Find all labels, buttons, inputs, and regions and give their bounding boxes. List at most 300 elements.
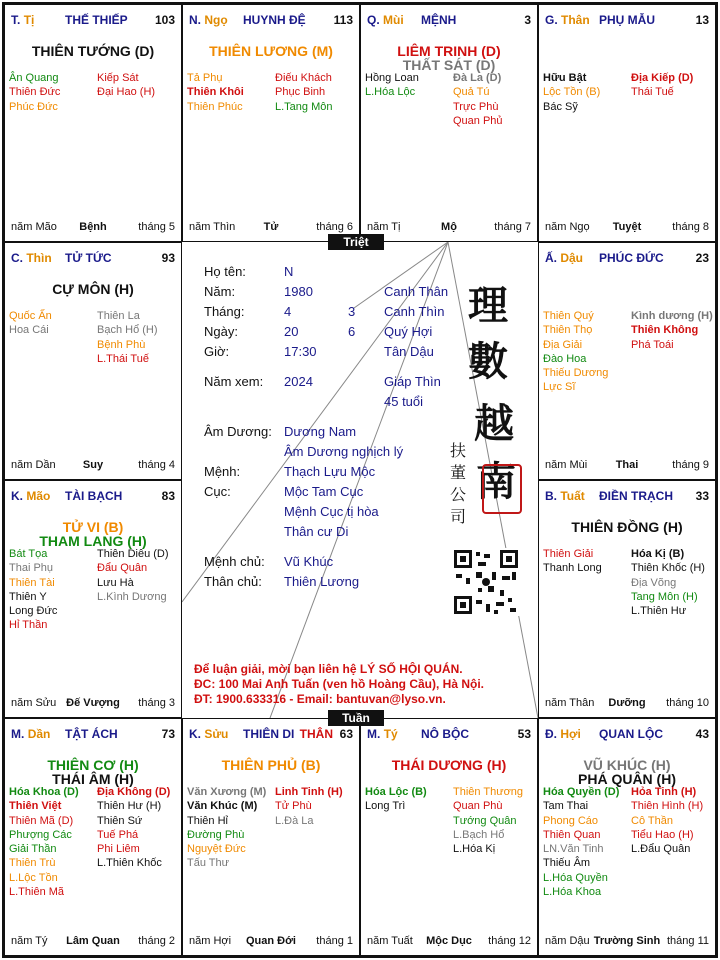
palace-name: PHÚC ĐỨC	[599, 251, 664, 265]
palace-cell-c8[interactable]	[538, 480, 716, 718]
minor-star: Giải Thần	[9, 843, 57, 856]
palace-header	[367, 13, 531, 27]
view-year-label: Năm xem:	[204, 374, 264, 389]
palace-cell-c1[interactable]	[4, 4, 182, 242]
cuc-note: Mệnh Cục tị hòa	[284, 504, 379, 519]
right-star-column	[631, 785, 703, 856]
minor-star: Hữu Bật	[543, 72, 587, 84]
palace-cell-c9[interactable]	[4, 718, 182, 956]
day-solar: 20	[284, 324, 299, 339]
branch-stem: Q.	[367, 13, 380, 27]
age-value: 45 tuổi	[384, 394, 424, 409]
life-stage: Thai	[615, 459, 639, 471]
minor-star: Thiên Thương	[453, 786, 524, 798]
branch-stem: K.	[189, 727, 201, 741]
year-label: Năm:	[204, 284, 236, 299]
amduong-value: Dương Nam	[284, 424, 357, 439]
minor-star: Thiên Phúc	[187, 100, 243, 113]
right-star-column	[453, 71, 503, 128]
contact-line-1: Để luận giải, mời bạn liên hệ LÝ SỐ HỘI QUÁN.	[194, 662, 463, 676]
palace-month: tháng 6	[316, 221, 353, 233]
branch-stem: G.	[545, 13, 558, 27]
menhchu-value: Vũ Khúc	[284, 554, 334, 569]
branch-name: Thân	[561, 13, 590, 27]
life-stage: Quan Đới	[246, 935, 296, 947]
right-star-column	[97, 547, 169, 604]
palace-footer	[545, 221, 709, 235]
palace-cell-c11[interactable]	[360, 718, 538, 956]
minor-star: L.Thiên Hư	[631, 605, 687, 618]
left-star-column	[543, 309, 608, 395]
minor-star: Hồng Loan	[365, 72, 419, 84]
palace-number: 93	[161, 251, 175, 265]
minor-star: Bạch Hổ (H)	[97, 324, 158, 337]
minor-star: Tuế Phá	[97, 828, 139, 841]
palace-number: 83	[161, 489, 175, 503]
palace-name: NÔ BỘC	[421, 727, 469, 741]
cuc-label: Cục:	[204, 484, 231, 499]
right-star-column	[631, 309, 713, 352]
minor-star: Thiên Khôi	[187, 86, 244, 99]
palace-number: 63	[339, 727, 353, 741]
minor-star: Hóa Kị (B)	[631, 548, 685, 560]
branch-stem: M.	[367, 727, 381, 741]
palace-number: 33	[695, 489, 709, 503]
calligraphy-char-4: 南	[476, 458, 516, 505]
palace-year: năm Thân	[545, 697, 595, 709]
minor-star: Địa Giải	[543, 338, 583, 351]
main-star: THIÊN LƯƠNG (M)	[209, 43, 333, 59]
palace-footer	[189, 221, 353, 235]
palace-number: 3	[524, 13, 531, 27]
palace-footer	[11, 935, 175, 949]
minor-star: Ân Quang	[9, 72, 59, 84]
menhchu-label: Mệnh chủ:	[204, 554, 265, 569]
red-seal-icon	[482, 464, 522, 514]
left-star-column	[543, 71, 600, 114]
left-star-column	[543, 547, 602, 576]
minor-star: L.Đẩu Quân	[631, 843, 691, 856]
minor-star: Tiểu Hao (H)	[631, 828, 694, 841]
palace-branch	[11, 727, 50, 741]
right-star-column	[275, 785, 343, 828]
palace-month: tháng 4	[138, 459, 175, 471]
contact-info	[194, 662, 484, 707]
minor-star: Địa Võng	[631, 576, 677, 589]
palace-name: TẬT ÁCH	[65, 727, 118, 741]
minor-star: Thiên Mã (D)	[9, 814, 74, 827]
left-star-column	[9, 785, 79, 899]
minor-star: Thiếu Âm	[543, 857, 591, 870]
left-star-column	[9, 309, 52, 338]
branch-name: Dậu	[560, 251, 584, 265]
main-star: THẤT SÁT (D)	[402, 57, 496, 73]
minor-star: Hỏa Tinh (H)	[631, 786, 697, 798]
minor-star: Tang Môn (H)	[631, 590, 698, 603]
minor-star: Phá Toái	[631, 338, 674, 351]
palace-year: năm Dần	[11, 459, 56, 471]
palace-year: năm Hợi	[189, 935, 232, 947]
palace-cell-c3[interactable]	[360, 4, 538, 242]
palace-cell-c10[interactable]	[182, 718, 360, 956]
left-star-column	[187, 71, 244, 114]
palace-branch	[545, 489, 585, 503]
palace-year: năm Mùi	[545, 459, 588, 471]
palace-year: năm Sửu	[11, 697, 57, 709]
right-star-column	[453, 785, 523, 856]
branch-name: Tị	[23, 13, 35, 27]
thanchu-label: Thân chủ:	[204, 574, 262, 589]
minor-star: Đường Phù	[187, 828, 245, 841]
palace-cell-c6[interactable]	[538, 242, 716, 480]
minor-star: Thiên Thọ	[543, 324, 593, 337]
palace-cell-c12[interactable]	[538, 718, 716, 956]
minor-star: Đại Hao (H)	[97, 86, 156, 99]
contact-line-3: ĐT: 1900.633316 - Email: bantuvan@lyso.vn.	[194, 692, 446, 706]
left-star-column	[365, 785, 427, 814]
palace-branch	[545, 251, 583, 265]
minor-star: L.Thiên Khốc	[97, 857, 162, 870]
minor-star: Thiên Diêu (D)	[97, 548, 169, 560]
minor-star: Thanh Long	[543, 562, 602, 575]
palace-cell-c7[interactable]	[4, 480, 182, 718]
minor-star: Đào Hoa	[543, 352, 587, 365]
palace-branch	[11, 489, 50, 503]
hour-label: Giờ:	[204, 344, 230, 359]
life-stage: Mộ	[441, 221, 457, 233]
palace-year: năm Tuất	[367, 935, 413, 947]
main-star: LIÊM TRINH (D)	[397, 43, 501, 59]
minor-star: Phong Cáo	[543, 814, 599, 827]
palace-header	[545, 727, 709, 741]
minor-star: Phục Binh	[275, 86, 326, 99]
minor-star: Quan Phủ	[453, 114, 503, 127]
palace-month: tháng 5	[138, 221, 175, 233]
minor-star: L.Đà La	[275, 814, 314, 827]
minor-star: Thiên Không	[631, 324, 699, 337]
month-label: Tháng:	[204, 304, 245, 319]
right-star-column	[631, 547, 705, 618]
center-info-panel	[182, 242, 538, 718]
branch-name: Ngọ	[204, 13, 228, 27]
palace-branch	[545, 727, 581, 741]
minor-star: Thiên Khốc (H)	[631, 562, 705, 575]
minor-star: Đà La (D)	[453, 72, 502, 84]
minor-star: Phúc Đức	[9, 100, 58, 113]
palace-number: 23	[695, 251, 709, 265]
minor-star: Kiếp Sát	[97, 72, 139, 84]
palace-name: TỬ TỨC	[65, 251, 112, 265]
palace-footer	[367, 221, 531, 235]
palace-year: năm Tý	[11, 935, 48, 947]
life-stage: Tuyệt	[612, 221, 642, 233]
branch-name: Mùi	[383, 13, 404, 27]
view-year-can: Giáp Thìn	[384, 374, 441, 389]
minor-star: Nguyệt Đức	[187, 843, 246, 856]
qr-code-icon[interactable]	[452, 548, 520, 616]
minor-star: L.Hóa Khoa	[543, 886, 602, 899]
minor-star: Thiên Quan	[543, 828, 601, 841]
day-lunar: 6	[348, 324, 356, 339]
palace-header	[11, 727, 175, 741]
minor-star: Phi Liêm	[97, 843, 140, 856]
palace-name: PHỤ MẪU	[599, 13, 655, 27]
left-star-column	[365, 71, 419, 100]
life-stage: Trường Sinh	[593, 935, 661, 947]
minor-star: Hóa Lộc (B)	[365, 786, 427, 798]
left-star-column	[9, 71, 60, 114]
life-stage: Bệnh	[79, 221, 107, 233]
right-star-column	[97, 71, 155, 100]
minor-star: Thiên Hư (H)	[97, 800, 162, 813]
calligraphy-char-2: 數	[468, 338, 508, 385]
than-cu: Thân cư Di	[284, 524, 349, 539]
palace-month: tháng 7	[494, 221, 531, 233]
palace-month: tháng 1	[316, 935, 353, 947]
right-star-column	[631, 71, 693, 100]
contact-line-2: ĐC: 100 Mai Anh Tuấn (ven hồ Hoàng Cầu), Hà Nội.	[194, 677, 485, 691]
main-star: CỰ MÔN (H)	[52, 281, 134, 297]
palace-month: tháng 12	[488, 935, 531, 947]
cuc-value: Mộc Tam Cục	[284, 484, 364, 499]
hour-value: 17:30	[284, 344, 317, 359]
palace-footer	[11, 221, 175, 235]
day-label: Ngày:	[204, 324, 238, 339]
left-star-column	[187, 785, 266, 871]
branch-name: Dần	[27, 727, 51, 741]
minor-star: Lưu Hà	[97, 576, 134, 589]
main-star: THIÊN ĐỒNG (H)	[571, 519, 683, 535]
minor-star: Trực Phù	[453, 100, 499, 113]
minor-star: L.Tang Môn	[275, 100, 333, 113]
life-stage: Tử	[263, 221, 279, 233]
minor-star: Linh Tinh (H)	[275, 786, 343, 798]
tuan-tag: Tuần	[328, 710, 384, 726]
small-characters: 扶 董 公 司	[450, 441, 467, 526]
palace-month: tháng 10	[666, 697, 709, 709]
palace-month: tháng 8	[672, 221, 709, 233]
palace-branch	[189, 13, 228, 27]
palace-year: năm Thìn	[189, 221, 236, 233]
minor-star: LN.Văn Tinh	[543, 843, 604, 856]
palace-name: THẾ THIẾP	[65, 13, 128, 27]
minor-star: Tử Phù	[275, 800, 312, 813]
palace-header	[545, 251, 709, 265]
minor-star: L.Thiên Mã	[9, 886, 65, 899]
main-star: THIÊN CƠ (H)	[47, 757, 139, 773]
palace-month: tháng 2	[138, 935, 175, 947]
main-star: THÁI ÂM (H)	[52, 771, 134, 787]
minor-star: Kình dương (H)	[631, 310, 713, 322]
palace-footer	[189, 935, 353, 949]
minor-star: Long Trì	[365, 800, 406, 813]
palace-header	[11, 489, 175, 503]
main-star: THAM LANG (H)	[39, 533, 147, 549]
palace-name: QUAN LỘC	[599, 727, 663, 741]
palace-footer	[545, 697, 709, 711]
minor-star: Thái Tuế	[631, 86, 674, 99]
minor-star: Thiên Việt	[9, 800, 62, 813]
minor-star: Thiên Giải	[543, 548, 594, 560]
palace-footer	[367, 935, 531, 949]
left-star-column	[9, 547, 57, 633]
minor-star: Thiên Tài	[9, 576, 55, 589]
minor-star: Thiên Hỉ	[187, 814, 228, 827]
name-value: N	[284, 264, 294, 279]
left-star-column	[543, 785, 619, 899]
minor-star: Quốc Ấn	[9, 310, 52, 322]
palace-cell-c5[interactable]	[4, 242, 182, 480]
minor-star: Điếu Khách	[275, 72, 332, 84]
minor-star: Địa Không (D)	[97, 786, 171, 798]
minor-star: L.Bạch Hổ	[453, 828, 505, 841]
minor-star: L.Thái Tuế	[97, 352, 149, 365]
palace-number: 73	[161, 727, 175, 741]
life-stage: Đế Vượng	[66, 697, 120, 709]
palace-branch	[11, 251, 52, 265]
palace-month: tháng 9	[672, 459, 709, 471]
day-can: Quý Hợi	[384, 324, 433, 339]
minor-star: Hóa Quyền (D)	[543, 786, 620, 798]
palace-footer	[545, 935, 709, 949]
branch-name: Mão	[26, 489, 51, 503]
calligraphy-char-1: 理	[468, 282, 508, 329]
right-star-column	[97, 309, 158, 366]
palace-header	[189, 727, 353, 741]
hour-can: Tân Dậu	[384, 344, 434, 359]
palace-header	[189, 13, 353, 27]
minor-star: Hóa Khoa (D)	[9, 786, 79, 798]
minor-star: L.Kình Dương	[97, 590, 167, 603]
main-star: THÁI DƯƠNG (H)	[391, 757, 507, 773]
branch-name: Sửu	[204, 727, 229, 741]
palace-branch	[545, 13, 590, 27]
amduong-label: Âm Dương:	[204, 424, 272, 439]
branch-stem: M.	[11, 727, 25, 741]
palace-cell-c2[interactable]	[182, 4, 360, 242]
triet-tag: Triệt	[328, 234, 384, 250]
minor-star: L.Hóa Kị	[453, 843, 496, 856]
life-stage: Dưỡng	[608, 697, 646, 709]
palace-branch	[189, 727, 228, 741]
palace-branch	[367, 13, 404, 27]
palace-footer	[545, 459, 709, 473]
palace-footer	[11, 459, 175, 473]
name-label: Họ tên:	[204, 264, 246, 279]
life-stage: Mộc Dục	[426, 935, 472, 947]
right-star-column	[275, 71, 332, 114]
minor-star: Bệnh Phù	[97, 338, 146, 351]
minor-star: Long Đức	[9, 605, 58, 618]
than-marker: THÂN	[299, 727, 333, 741]
palace-number: 13	[695, 13, 709, 27]
minor-star: Thai Phụ	[9, 562, 54, 575]
minor-star: Bát Tọa	[9, 548, 48, 560]
minor-star: Hoa Cái	[9, 324, 49, 337]
minor-star: Thiên Đức	[9, 86, 61, 99]
right-star-column	[97, 785, 170, 871]
palace-number: 53	[517, 727, 531, 741]
minor-star: Tam Thai	[543, 800, 589, 813]
month-lunar: 3	[348, 304, 356, 319]
main-star: PHÁ QUÂN (H)	[578, 771, 676, 787]
minor-star: Quan Phù	[453, 800, 503, 813]
branch-stem: N.	[189, 13, 201, 27]
calligraphy-char-3: 越	[474, 400, 514, 447]
minor-star: Lộc Tồn (B)	[543, 86, 601, 99]
palace-number: 103	[154, 13, 175, 27]
branch-stem: T.	[11, 13, 21, 27]
palace-month: tháng 3	[138, 697, 175, 709]
palace-header	[545, 489, 709, 503]
branch-name: Tý	[383, 727, 398, 741]
view-year-value: 2024	[284, 374, 313, 389]
minor-star: Tướng Quân	[453, 814, 517, 827]
main-star: TỬ VI (B)	[62, 519, 124, 535]
palace-name: MỆNH	[421, 13, 457, 27]
minor-star: Tả Phụ	[187, 72, 223, 84]
minor-star: Đẩu Quân	[97, 562, 148, 575]
year-can: Canh Thân	[384, 284, 449, 299]
minor-star: Văn Khúc (M)	[187, 800, 258, 813]
palace-month: tháng 11	[666, 935, 709, 947]
minor-star: L.Hóa Quyền	[543, 871, 608, 884]
minor-star: L.Lộc Tồn	[9, 871, 58, 884]
menh-value: Thạch Lựu Mộc	[284, 464, 376, 479]
branch-name: Tuất	[560, 489, 585, 503]
branch-stem: Đ.	[545, 727, 557, 741]
branch-name: Thìn	[26, 251, 52, 265]
palace-cell-c4[interactable]	[538, 4, 716, 242]
minor-star: Thiên La	[97, 310, 140, 322]
minor-star: Thiên Trù	[9, 857, 56, 870]
month-solar: 4	[284, 304, 292, 319]
minor-star: Thiên Quý	[543, 310, 594, 322]
minor-star: Địa Kiếp (D)	[631, 72, 694, 84]
life-stage: Lâm Quan	[66, 935, 120, 947]
minor-star: Cô Thần	[631, 814, 673, 827]
minor-star: Văn Xương (M)	[187, 786, 267, 798]
minor-star: Quả Tú	[453, 86, 490, 99]
life-stage: Suy	[82, 459, 104, 471]
branch-name: Hợi	[560, 727, 581, 741]
palace-footer	[11, 697, 175, 711]
palace-name: THIÊN DI	[243, 727, 295, 741]
palace-year: năm Ngọ	[545, 221, 590, 233]
palace-header	[367, 727, 531, 741]
palace-name: TÀI BẠCH	[65, 489, 123, 503]
palace-year: năm Mão	[11, 221, 57, 233]
main-star: THIÊN PHỦ (B)	[221, 757, 321, 773]
palace-branch	[367, 727, 398, 741]
palace-year: năm Tị	[367, 221, 401, 233]
amduong-note: Âm Dương nghịch lý	[284, 444, 404, 459]
minor-star: Thiên Hình (H)	[631, 800, 704, 813]
palace-number: 113	[333, 13, 353, 27]
palace-branch	[11, 13, 34, 27]
palace-header	[11, 13, 175, 27]
branch-stem: B.	[545, 489, 557, 503]
main-star: VŨ KHÚC (H)	[583, 757, 671, 773]
palace-name: HUYNH ĐỆ	[243, 13, 306, 27]
branch-stem: K.	[11, 489, 23, 503]
minor-star: Lực Sĩ	[543, 381, 576, 394]
palace-number: 43	[695, 727, 709, 741]
minor-star: Tấu Thư	[187, 857, 230, 870]
branch-stem: C.	[11, 251, 23, 265]
month-can: Canh Thìn	[384, 304, 445, 319]
palace-name: ĐIỀN TRẠCH	[599, 489, 673, 503]
